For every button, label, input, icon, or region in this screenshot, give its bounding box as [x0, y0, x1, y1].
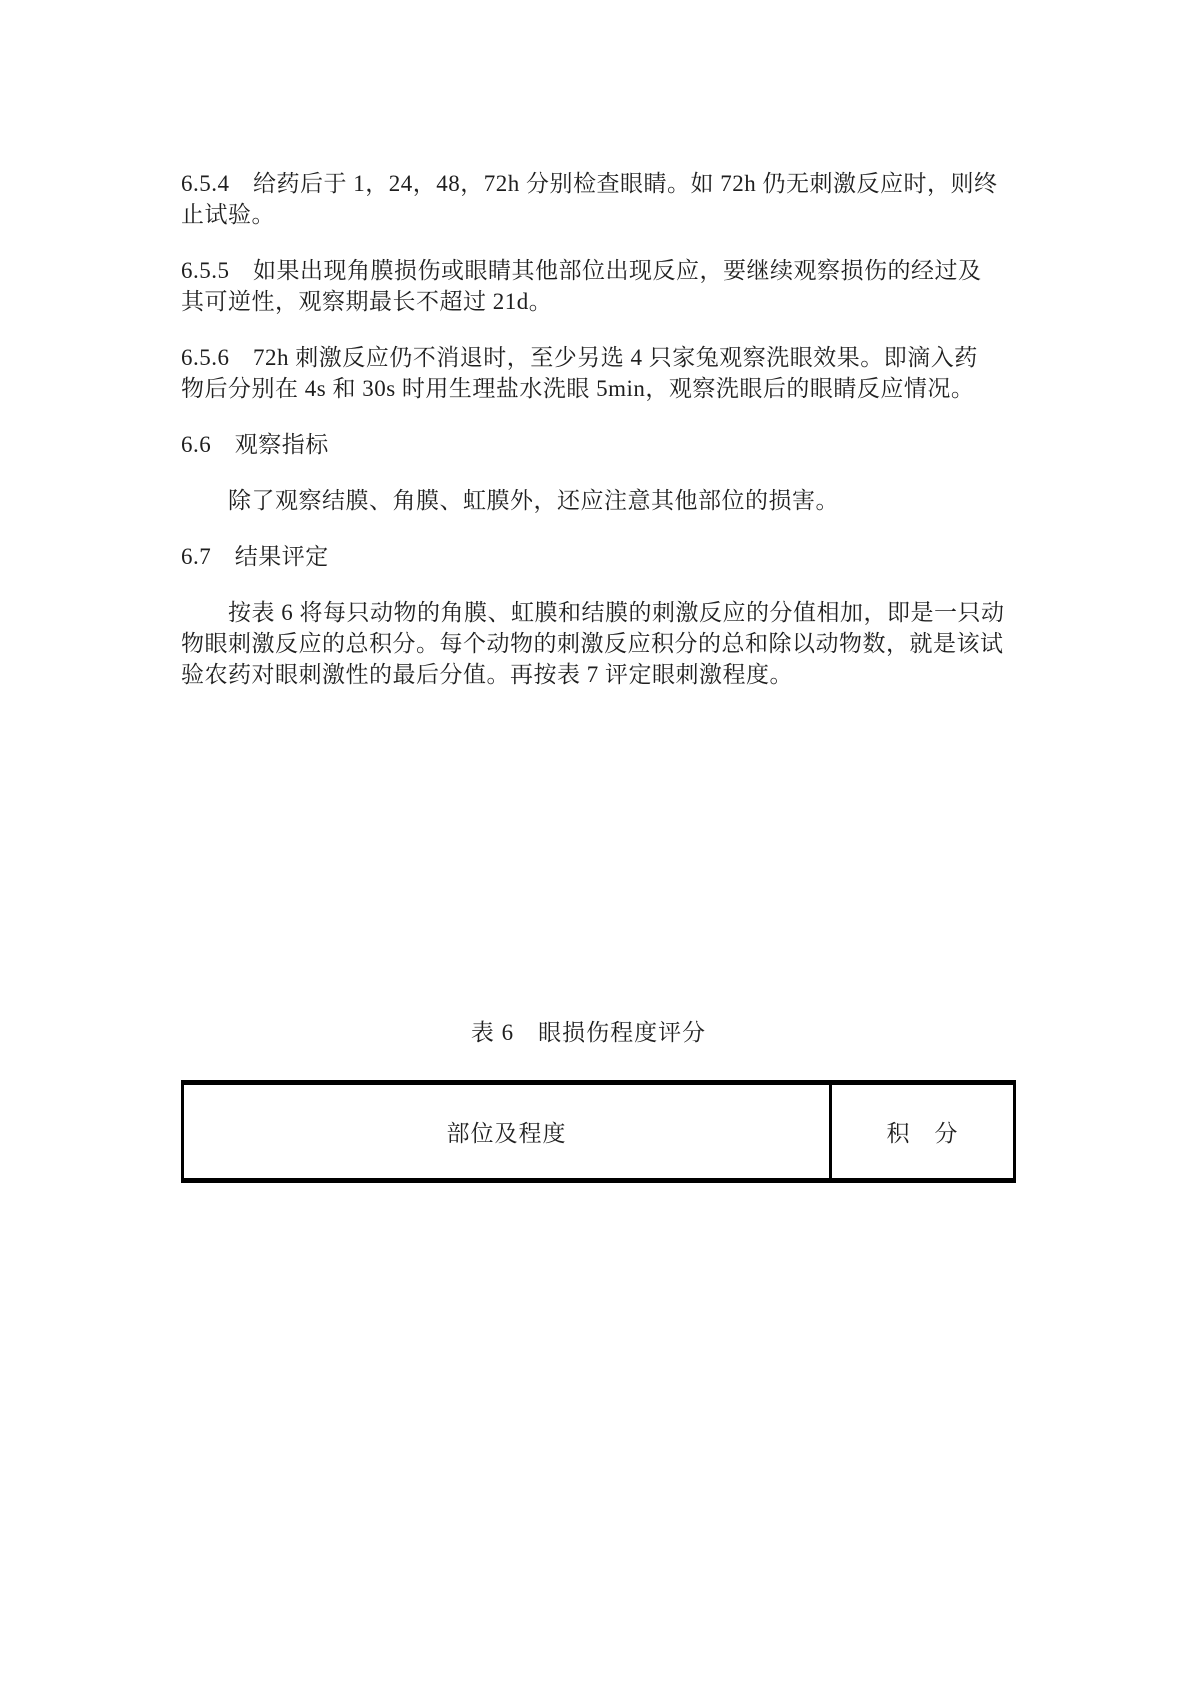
paragraph-6-7-line-3: 验农药对眼刺激性的最后分值。再按表 7 评定眼刺激程度。	[181, 662, 793, 687]
table-6-caption: 表 6 眼损伤程度评分	[470, 1020, 707, 1045]
clause-6-5-6-line-2: 物后分别在 4s 和 30s 时用生理盐水洗眼 5min，观察洗眼后的眼睛反应情况。	[181, 376, 975, 401]
paragraph-6-6	[181, 485, 1036, 516]
heading-6-6-text: 6.6 观察指标	[181, 432, 329, 457]
paragraph-6-7-line-2: 物眼刺激反应的总积分。每个动物的刺激反应积分的总和除以动物数，就是该试	[181, 631, 1004, 656]
paragraph-6-7-line-1: 按表 6 将每只动物的角膜、虹膜和结膜的刺激反应的分值相加，即是一只动	[228, 600, 1005, 625]
clause-6-5-6	[181, 342, 1036, 404]
heading-6-7-text: 6.7 结果评定	[181, 544, 329, 569]
table-6-header-score: 积 分	[831, 1083, 1015, 1181]
paragraph-6-6-line-1: 除了观察结膜、角膜、虹膜外，还应注意其他部位的损害。	[228, 488, 839, 513]
clause-6-5-5	[181, 255, 1036, 317]
clause-6-5-4	[181, 168, 1036, 230]
clause-6-5-5-line-1: 6.5.5 如果出现角膜损伤或眼睛其他部位出现反应，要继续观察损伤的经过及	[181, 258, 982, 283]
table-6-header-row	[183, 1083, 1015, 1181]
clause-6-5-6-line-1: 6.5.6 72h 刺激反应仍不消退时，至少另选 4 只家兔观察洗眼效果。即滴入药	[181, 345, 978, 370]
heading-6-7	[181, 541, 1036, 572]
heading-6-6	[181, 429, 1036, 460]
table-6-header-part-degree: 部位及程度	[183, 1083, 831, 1181]
clause-6-5-4-line-2: 止试验。	[181, 202, 275, 227]
table-6	[181, 1080, 1016, 1183]
clause-6-5-4-line-1: 6.5.4 给药后于 1，24，48，72h 分别检查眼睛。如 72h 仍无刺激反应时，则终	[181, 171, 998, 196]
clause-6-5-5-line-2: 其可逆性，观察期最长不超过 21d。	[181, 289, 553, 314]
paragraph-6-7	[181, 597, 1036, 690]
